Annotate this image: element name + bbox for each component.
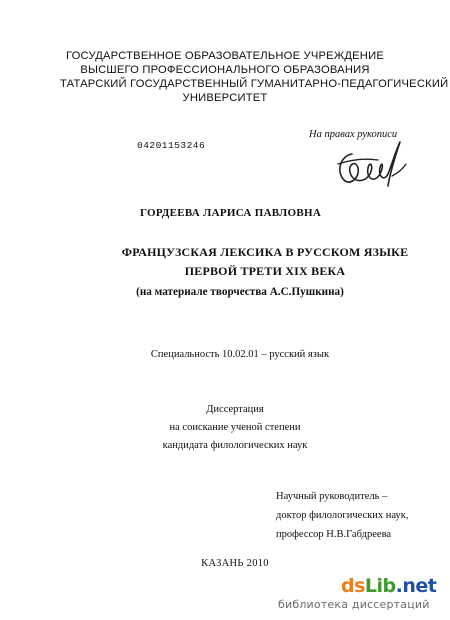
title-line: ПЕРВОЙ ТРЕТИ XIX ВЕКА	[184, 264, 346, 278]
advisor-line: профессор Н.В.Габдреева	[276, 529, 392, 540]
title-line: ФРАНЦУЗСКАЯ ЛЕКСИКА В РУССКОМ ЯЗЫКЕ	[121, 245, 409, 259]
specialty: Специальность 10.02.01 – русский язык	[150, 349, 330, 360]
degree-line: кандидата филологических наук	[162, 440, 308, 451]
dissertation-degree	[140, 401, 330, 455]
degree-line: на соискание ученой степени	[169, 422, 301, 433]
logo-part-lib: Lib	[364, 575, 396, 597]
institution-line: ТАТАРСКИЙ ГОСУДАРСТВЕННЫЙ ГУМАНИТАРНО-ПЕДАГОГИЧЕСКИЙ	[60, 78, 449, 90]
registration-code: 04201153246	[137, 140, 206, 151]
degree-line: Диссертация	[206, 404, 264, 415]
logo-part-net: .net	[395, 575, 437, 597]
institution-header	[60, 49, 449, 105]
manuscript-note: На правах рукописи	[309, 129, 398, 140]
advisor-line: доктор филологических наук,	[276, 510, 409, 521]
dissertation-title	[120, 243, 410, 281]
institution-line: ВЫСШЕГО ПРОФЕССИОНАЛЬНОГО ОБРАЗОВАНИЯ	[80, 64, 370, 76]
place-year: КАЗАНЬ 2010	[201, 558, 269, 569]
scientific-advisor	[276, 487, 446, 544]
institution-line: УНИВЕРСИТЕТ	[182, 92, 268, 104]
author-name: ГОРДЕЕВА ЛАРИСА ПАВЛОВНА	[140, 207, 322, 219]
logo-part-ds: ds	[341, 575, 365, 597]
watermark-logo[interactable]	[341, 575, 436, 597]
dissertation-subtitle: (на материале творчества А.С.Пушкина)	[136, 286, 344, 298]
signature-icon	[330, 134, 410, 198]
watermark-caption: библиотека диссертаций	[278, 598, 430, 611]
advisor-line: Научный руководитель –	[276, 491, 388, 502]
institution-line: ГОСУДАРСТВЕННОЕ ОБРАЗОВАТЕЛЬНОЕ УЧРЕЖДЕНИЕ	[66, 50, 384, 62]
